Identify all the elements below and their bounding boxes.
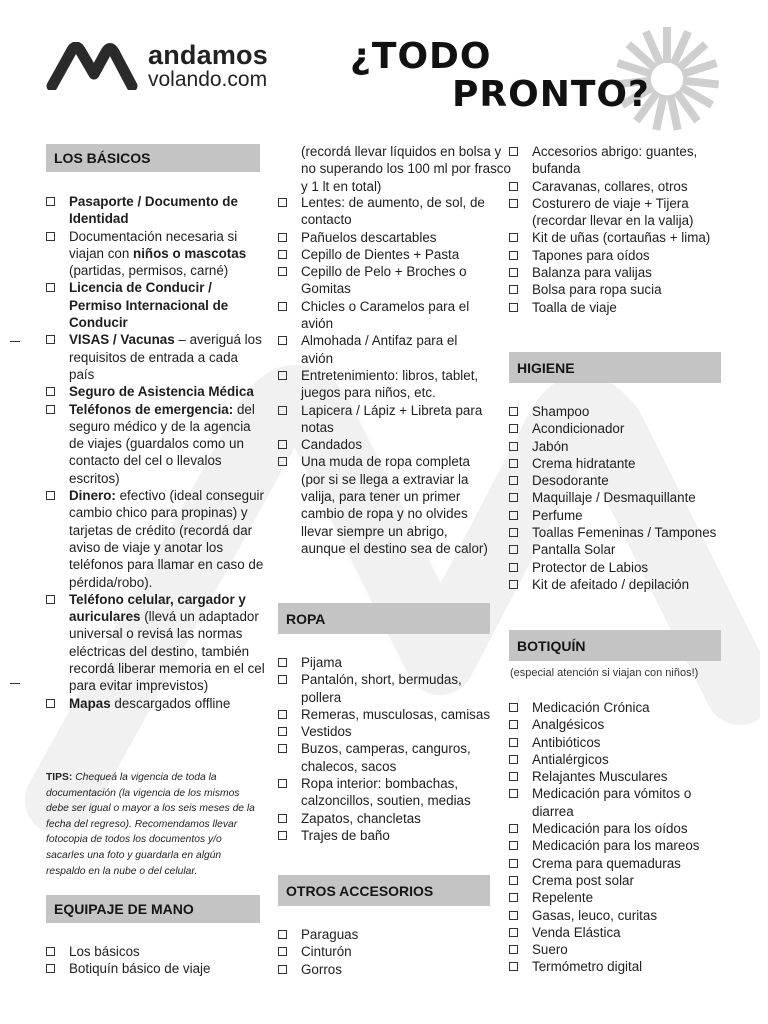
checkbox-icon[interactable] xyxy=(278,250,287,259)
checkbox-icon[interactable] xyxy=(278,336,287,345)
item-label-bold: Pasaporte / Documento de Identidad xyxy=(69,194,238,227)
item-label-bold: Dinero: xyxy=(69,488,116,504)
item-label: Medicación para los oídos xyxy=(532,821,688,837)
checklist-item xyxy=(509,438,729,455)
checklist-item xyxy=(46,228,266,280)
checklist-item xyxy=(509,716,729,733)
checklist-item xyxy=(278,298,493,333)
item-label: Candados xyxy=(301,437,363,453)
item-label: Suero xyxy=(532,942,568,958)
checkbox-icon[interactable] xyxy=(509,841,518,850)
tips-text: Chequeá la vigencia de toda la documentación (la vigencia de los mismos debe ser igual o mayor a los seis meses de la fecha del regreso). Recomendamos llevar fotocopia de todos los documentos y/o sacarles una foto y guardarla en algún respaldo en la nube o del celular. xyxy=(46,772,255,877)
item-label: Repelente xyxy=(532,890,594,906)
checkbox-icon[interactable] xyxy=(509,182,518,191)
checkbox-icon[interactable] xyxy=(509,703,518,712)
crop-mark xyxy=(10,341,20,342)
checklist-item xyxy=(509,195,729,230)
checkbox-icon[interactable] xyxy=(509,738,518,747)
item-label: Kit de afeitado / depilación xyxy=(532,576,690,592)
checklist-item xyxy=(278,827,493,844)
item-label: Balanza para valijas xyxy=(532,265,652,281)
item-label-bold: Teléfonos de emergencia: xyxy=(69,401,234,417)
item-label: del seguro médico y de la agencia de viajes (guardalos como un contacto del cel o llevalos escritos) xyxy=(69,401,255,486)
checkbox-icon[interactable] xyxy=(509,199,518,208)
checklist-item xyxy=(509,455,729,472)
checkbox-icon[interactable] xyxy=(509,442,518,451)
checkbox-icon[interactable] xyxy=(278,779,287,788)
checkbox-icon[interactable] xyxy=(46,405,55,414)
item-label: Caravanas, collares, otros xyxy=(532,178,688,194)
checkbox-icon[interactable] xyxy=(278,233,287,242)
brand-domain: volando.com xyxy=(148,68,268,91)
item-label: Entretenimiento: libros, tablet, juegos para niños, etc. xyxy=(301,367,479,401)
checkbox-icon[interactable] xyxy=(278,457,287,466)
tips-note xyxy=(46,770,262,879)
item-label-bold: VISAS / Vacunas xyxy=(69,332,175,348)
item-label: Chicles o Caramelos para el avión xyxy=(301,298,470,332)
checkbox-icon[interactable] xyxy=(46,197,55,206)
item-label: Crema para quemaduras xyxy=(532,855,681,871)
title-line-2: PRONTO? xyxy=(452,74,650,115)
item-label: Trajes de baño xyxy=(301,827,390,843)
section-heading-otros: OTROS ACCESORIOS xyxy=(278,875,490,906)
section-heading-ropa: ROPA xyxy=(278,603,490,634)
checkbox-icon[interactable] xyxy=(278,930,287,939)
item-label: Remeras, musculosas, camisas xyxy=(301,706,491,722)
checklist-item xyxy=(509,751,729,768)
item-label: descargados offline xyxy=(110,695,231,711)
checklist-item xyxy=(509,420,729,437)
equipaje-list xyxy=(46,943,266,978)
checklist-item xyxy=(509,768,729,785)
checklist-item xyxy=(509,299,729,316)
item-label: Tapones para oídos xyxy=(532,247,650,263)
checkbox-icon[interactable] xyxy=(509,303,518,312)
checklist-item xyxy=(278,723,493,740)
item-label: Vestidos xyxy=(301,724,352,740)
checklist-item xyxy=(278,961,493,978)
checkbox-icon[interactable] xyxy=(509,893,518,902)
item-label: Jabón xyxy=(532,438,569,454)
checklist-item xyxy=(509,837,729,854)
item-label: Lentes: de aumento, de sol, de contacto xyxy=(301,195,485,228)
checkbox-icon[interactable] xyxy=(278,727,287,736)
brand-name: andamos xyxy=(148,40,268,70)
item-label: Perfume xyxy=(532,507,583,523)
checkbox-icon[interactable] xyxy=(46,964,55,973)
checkbox-icon[interactable] xyxy=(509,789,518,798)
carry-on-list xyxy=(278,194,493,557)
checklist-item xyxy=(278,926,493,943)
item-label: Cepillo de Pelo + Broches o Gomitas xyxy=(301,264,467,297)
brand-mark-icon xyxy=(46,42,138,90)
checklist-item xyxy=(509,541,729,558)
section-heading-botiquin: BOTIQUÍN xyxy=(509,630,721,661)
checkbox-icon[interactable] xyxy=(509,268,518,277)
checklist-item xyxy=(509,907,729,924)
item-label: Bolsa para ropa sucia xyxy=(532,282,662,298)
item-label: Cinturón xyxy=(301,944,352,960)
item-label: Cepillo de Dientes + Pasta xyxy=(301,246,460,262)
checkbox-icon[interactable] xyxy=(278,710,287,719)
checklist-item xyxy=(509,264,729,281)
checklist-item xyxy=(46,487,266,591)
checklist-item xyxy=(509,958,729,975)
item-label: Costurero de viaje + Tijera (recordar llevar en la valija) xyxy=(532,195,694,229)
checkbox-icon[interactable] xyxy=(509,459,518,468)
basicos-list xyxy=(46,193,266,712)
checklist-item xyxy=(46,279,266,331)
item-label: Los básicos xyxy=(69,944,140,959)
item-label: – averiguá los requisitos de entrada a cada país xyxy=(69,332,262,382)
item-label-bold: niños o mascotas xyxy=(133,245,247,261)
checklist-item xyxy=(509,143,729,178)
checklist-item xyxy=(509,524,729,541)
checkbox-icon[interactable] xyxy=(509,563,518,572)
section-heading-higiene: HIGIENE xyxy=(509,352,721,383)
checkbox-icon[interactable] xyxy=(278,675,287,684)
item-label: Antialérgicos xyxy=(532,751,609,767)
item-label: Relajantes Musculares xyxy=(532,769,668,785)
checklist-item xyxy=(278,436,493,453)
checkbox-icon[interactable] xyxy=(46,232,55,241)
brand-logo xyxy=(46,40,286,96)
checklist-item xyxy=(278,194,493,229)
title-line-1: ¿TODO xyxy=(350,36,492,77)
item-label: Medicación para los mareos xyxy=(532,838,700,854)
checkbox-icon[interactable] xyxy=(509,476,518,485)
page-title xyxy=(350,38,650,114)
checkbox-icon[interactable] xyxy=(46,947,55,956)
item-label: Acondicionador xyxy=(532,421,625,437)
checklist-item xyxy=(278,263,493,298)
checklist-item xyxy=(278,706,493,723)
item-label: Zapatos, chancletas xyxy=(301,810,421,826)
checklist-item xyxy=(509,785,729,820)
checkbox-icon[interactable] xyxy=(509,233,518,242)
crop-mark xyxy=(10,683,20,684)
item-label: Lapicera / Lápiz + Libreta para notas xyxy=(301,402,483,435)
item-label: Documentación necesaria si viajan con xyxy=(69,228,238,261)
checkbox-icon[interactable] xyxy=(46,491,55,500)
checkbox-icon[interactable] xyxy=(509,911,518,920)
checklist-item xyxy=(278,943,493,960)
checkbox-icon[interactable] xyxy=(509,407,518,416)
checklist-item xyxy=(278,367,493,402)
checkbox-icon[interactable] xyxy=(278,814,287,823)
item-label: Paraguas xyxy=(301,927,359,942)
item-label: Maquillaje / Desmaquillante xyxy=(532,490,696,506)
item-label: Pantalla Solar xyxy=(532,542,616,558)
item-label-bold: Seguro de Asistencia Médica xyxy=(69,384,254,400)
checklist-item xyxy=(509,855,729,872)
item-label: efectivo (ideal conseguir cambio chico para propinas) y tarjetas de crédito (recordá dar aviso de viaje y anotar los teléfonos para llamar en caso de pérdida/robo). xyxy=(69,488,264,590)
checklist-item xyxy=(509,941,729,958)
checklist-item xyxy=(46,401,266,487)
checkbox-icon[interactable] xyxy=(509,928,518,937)
accesorios-list xyxy=(509,143,729,316)
checklist-item xyxy=(509,889,729,906)
checkbox-icon[interactable] xyxy=(509,424,518,433)
checkbox-icon[interactable] xyxy=(509,580,518,589)
checkbox-icon[interactable] xyxy=(509,285,518,294)
item-label: Pantalón, short, bermudas, pollera xyxy=(301,672,462,705)
checkbox-icon[interactable] xyxy=(509,755,518,764)
checkbox-icon[interactable] xyxy=(509,528,518,537)
section-heading-basicos: LOS BÁSICOS xyxy=(46,144,260,172)
item-label: Gorros xyxy=(301,961,342,977)
checkbox-icon[interactable] xyxy=(278,744,287,753)
botiquin-note: (especial atención si viajan con niños!) xyxy=(510,667,699,679)
item-label: Crema post solar xyxy=(532,872,634,888)
checkbox-icon[interactable] xyxy=(278,965,287,974)
checkbox-icon[interactable] xyxy=(278,302,287,311)
checkbox-icon[interactable] xyxy=(509,545,518,554)
checkbox-icon[interactable] xyxy=(278,440,287,449)
item-label: (llevá un adaptador universal o revisá las normas eléctricas del destino, también recordá liberar memoria en el cel para evitar imprevistos) xyxy=(69,609,265,694)
checklist-item xyxy=(509,472,729,489)
checklist-item xyxy=(278,453,493,557)
section-heading-equipaje: EQUIPAJE DE MANO xyxy=(46,895,260,923)
item-label: Crema hidratante xyxy=(532,455,636,471)
item-label: Toalla de viaje xyxy=(532,299,617,315)
checklist-item xyxy=(509,489,729,506)
checklist-item xyxy=(46,695,266,712)
checkbox-icon[interactable] xyxy=(509,493,518,502)
item-label: Medicación Crónica xyxy=(532,700,650,715)
item-label: Termómetro digital xyxy=(532,959,643,975)
item-label: Buzos, camperas, canguros, chalecos, sacos xyxy=(301,741,471,774)
item-label: Accesorios abrigo: guantes, bufanda xyxy=(532,144,698,177)
checklist-item xyxy=(509,403,729,420)
item-label: Kit de uñas (cortauñas + lima) xyxy=(532,230,711,246)
checklist-item xyxy=(278,740,493,775)
checklist-item xyxy=(278,775,493,810)
checkbox-icon[interactable] xyxy=(278,371,287,380)
item-label: Pañuelos descartables xyxy=(301,229,437,245)
checkbox-icon[interactable] xyxy=(509,511,518,520)
tips-label: TIPS: xyxy=(46,772,73,783)
checklist-item xyxy=(278,810,493,827)
botiquin-list xyxy=(509,699,729,976)
checkbox-icon[interactable] xyxy=(509,720,518,729)
checklist-item xyxy=(278,671,493,706)
checkbox-icon[interactable] xyxy=(278,198,287,207)
checklist-item xyxy=(46,193,266,228)
checklist-item xyxy=(509,872,729,889)
checklist-item xyxy=(46,331,266,383)
checklist-item xyxy=(509,820,729,837)
item-label: Analgésicos xyxy=(532,717,605,733)
checklist-item xyxy=(509,699,729,716)
checkbox-icon[interactable] xyxy=(509,147,518,156)
item-label: Venda Elástica xyxy=(532,924,621,940)
item-label: Almohada / Antifaz para el avión xyxy=(301,333,458,366)
item-label: Pijama xyxy=(301,655,342,670)
item-label-bold: Teléfono celular, cargador y auriculares xyxy=(69,591,246,625)
checklist-item xyxy=(278,332,493,367)
higiene-list xyxy=(509,403,729,593)
item-label: Antibióticos xyxy=(532,734,601,750)
checklist-item xyxy=(509,281,729,298)
checkbox-icon[interactable] xyxy=(278,658,287,667)
checklist-item xyxy=(509,247,729,264)
item-label: Una muda de ropa completa (por si se llega a extraviar la valija, para tener un primer cambio de ropa y no olvides llevar siempre un abrigo, aunque el destino sea de calor) xyxy=(301,454,488,556)
checkbox-icon[interactable] xyxy=(46,699,55,708)
checkbox-icon[interactable] xyxy=(278,406,287,415)
checklist-item xyxy=(509,507,729,524)
checklist-item xyxy=(46,383,266,400)
continuation-text: (recordá llevar líquidos en bolsa y no superando los 100 ml por frasco y 1 lt en total) xyxy=(301,144,511,194)
checkbox-icon[interactable] xyxy=(278,947,287,956)
checklist-item xyxy=(46,943,266,960)
checkbox-icon[interactable] xyxy=(46,283,55,292)
item-label: Gasas, leuco, curitas xyxy=(532,907,658,923)
checkbox-icon[interactable] xyxy=(46,335,55,344)
checklist-item xyxy=(278,402,493,437)
item-label-bold: Licencia de Conducir / Permiso Internacional de Conducir xyxy=(69,280,229,331)
checklist-item xyxy=(509,924,729,941)
item-label: Medicación para vómitos o diarrea xyxy=(532,786,692,819)
otros-list xyxy=(278,926,493,978)
item-label: Desodorante xyxy=(532,473,609,489)
checklist-item xyxy=(509,576,729,593)
checkbox-icon[interactable] xyxy=(509,772,518,781)
checkbox-icon[interactable] xyxy=(509,824,518,833)
checklist-item xyxy=(278,229,493,246)
checkbox-icon[interactable] xyxy=(46,387,55,396)
checklist-item xyxy=(278,246,493,263)
item-label: Ropa interior: bombachas, calzoncillos, soutien, medias xyxy=(301,776,471,809)
checklist-item xyxy=(278,654,493,671)
checklist-item xyxy=(46,960,266,977)
item-label-bold: Mapas xyxy=(69,695,111,711)
checklist-item xyxy=(509,178,729,195)
checklist-item xyxy=(46,591,266,695)
checkbox-icon[interactable] xyxy=(278,831,287,840)
checkbox-icon[interactable] xyxy=(509,876,518,885)
checkbox-icon[interactable] xyxy=(509,962,518,971)
checkbox-icon[interactable] xyxy=(278,267,287,276)
checkbox-icon[interactable] xyxy=(509,859,518,868)
ropa-list xyxy=(278,654,493,844)
checkbox-icon[interactable] xyxy=(509,945,518,954)
checklist-item xyxy=(509,559,729,576)
checklist-item xyxy=(509,734,729,751)
item-label: Botiquín básico de viaje xyxy=(69,961,211,977)
item-label: Toallas Femeninas / Tampones xyxy=(532,525,717,541)
item-label: (partidas, permisos, carné) xyxy=(69,263,229,279)
item-label: Shampoo xyxy=(532,404,590,419)
checkbox-icon[interactable] xyxy=(509,251,518,260)
checklist-item xyxy=(509,229,729,246)
checkbox-icon[interactable] xyxy=(46,595,55,604)
item-label: Protector de Labios xyxy=(532,559,649,575)
